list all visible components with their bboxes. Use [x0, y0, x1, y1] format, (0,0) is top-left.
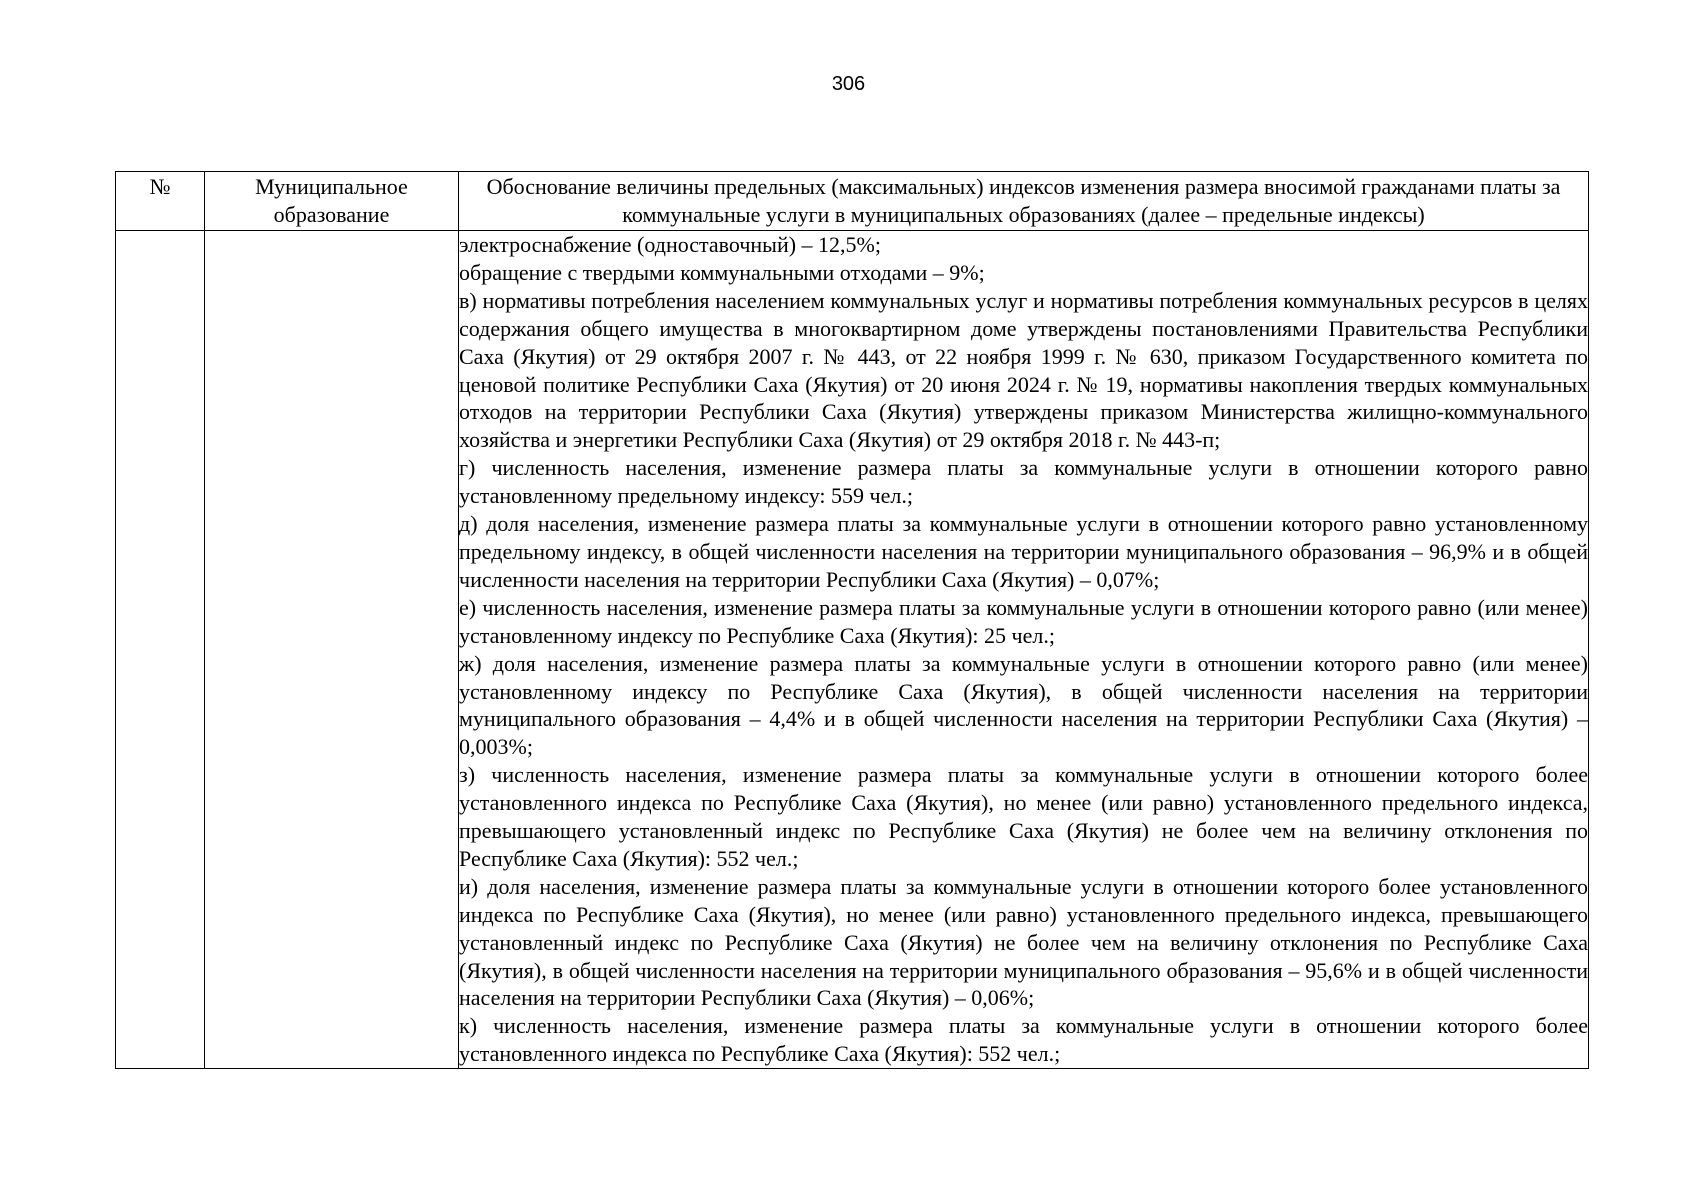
- paragraph: е) численность населения, изменение размера платы за коммунальные услуги в отношении которого равно (или менее) установленному индексу по Республике Саха (Якутия): 25 чел.;: [459, 594, 1588, 648]
- paragraph: и) доля населения, изменение размера платы за коммунальные услуги в отношении которого более установленного индекса по Республике Саха (Якутия), но менее (или равно) установленного предельного индекса, превышающего установленный индекс по Республике Саха (Якутия) не более чем на величину отклонения по Республике Саха (Якутия), в общей численности населения на территории муниципального образования – 95,6% и в общей численности населения на территории Республики Саха (Якутия) – 0,06%;: [459, 873, 1588, 1011]
- table-header-row: [116, 172, 1589, 231]
- header-justification: Обоснование величины предельных (максимальных) индексов изменения размера вносимой гражданами платы за коммунальные услуги в муниципальных образованиях (далее – предельные индексы): [459, 172, 1589, 231]
- page-number: 306: [831, 73, 866, 95]
- paragraph: электроснабжение (одноставочный) – 12,5%;: [459, 232, 881, 257]
- justification-table: [115, 171, 1589, 1069]
- paragraph: ж) доля населения, изменение размера платы за коммунальные услуги в отношении которого равно (или менее) установленному индексу по Республике Саха (Якутия), в общей численности населения на территории муниципального образования – 4,4% и в общей численности населения на территории Республики Саха (Якутия) – 0,003%;: [459, 650, 1588, 760]
- cell-justification: [459, 231, 1589, 1069]
- paragraph: в) нормативы потребления населением коммунальных услуг и нормативы потребления коммунальных ресурсов в целях содержания общего имущества в многоквартирном доме утверждены постановлениями Правительства Республики Саха (Якутия) от 29 октября 2007 г. № 443, от 22 ноября 1999 г. № 630, приказом Государственного комитета по ценовой политике Республики Саха (Якутия) от 20 июня 2024 г. № 19, нормативы накопления твердых коммунальных отходов на территории Республики Саха (Якутия) утверждены приказом Министерства жилищно-коммунального хозяйства и энергетики Республики Саха (Якутия) от 29 октября 2018 г. № 443-п;: [459, 287, 1588, 453]
- paragraph: обращение с твердыми коммунальными отходами – 9%;: [459, 259, 985, 285]
- paragraph: з) численность населения, изменение размера платы за коммунальные услуги в отношении которого более установленного индекса по Республике Саха (Якутия), но менее (или равно) установленного предельного индекса, превышающего установленный индекс по Республике Саха (Якутия) не более чем на величину отклонения по Республике Саха (Якутия): 552 чел.;: [459, 762, 1588, 871]
- paragraph: д) доля населения, изменение размера платы за коммунальные услуги в отношении которого равно установленному предельному индексу, в общей численности населения на территории муниципального образования – 96,9% и в общей численности населения на территории Республики Саха (Якутия) – 0,07%;: [459, 511, 1588, 592]
- table-row: [116, 231, 1589, 1069]
- paragraph: к) численность населения, изменение размера платы за коммунальные услуги в отношении которого более установленного индекса по Республике Саха (Якутия): 552 чел.;: [459, 1013, 1588, 1067]
- header-number: №: [116, 172, 205, 231]
- cell-number: [116, 231, 205, 1069]
- paragraph: г) численность населения, изменение размера платы за коммунальные услуги в отношении которого равно установленному предельному индексу: 559 чел.;: [459, 455, 1588, 509]
- cell-municipality: [205, 231, 459, 1069]
- header-municipality: Муниципальное образование: [205, 172, 459, 231]
